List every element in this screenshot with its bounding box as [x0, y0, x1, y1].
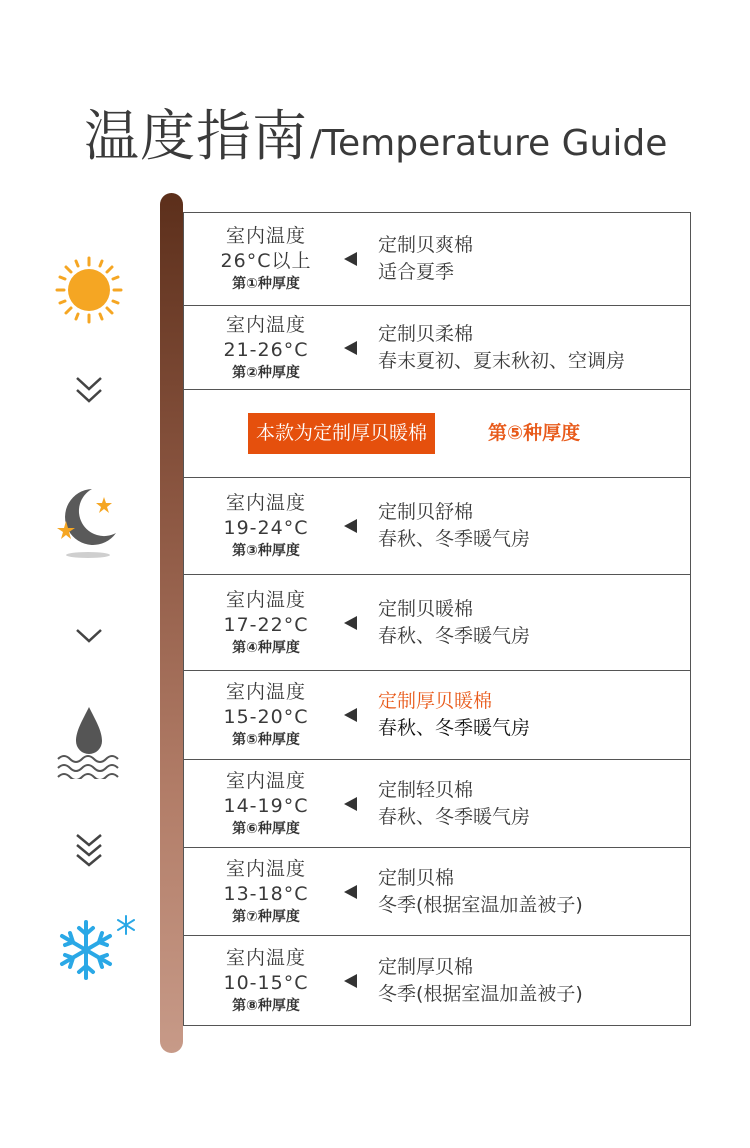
temperature-cell: [184, 224, 348, 294]
moon-stars-icon: [52, 483, 124, 563]
temp-label: 室内温度: [225, 946, 306, 969]
season-note: 春秋、冬季暖气房: [378, 805, 531, 828]
arrow-left-icon: [344, 519, 357, 533]
product-name: 定制贝棉: [378, 866, 455, 889]
temp-label: 室内温度: [225, 769, 306, 792]
thickness-label: 第⑤种厚度: [232, 732, 300, 748]
temp-range: 26°C以上: [220, 250, 312, 272]
arrow-left-icon: [344, 252, 357, 266]
description-cell: [378, 321, 625, 375]
temp-label: 室内温度: [225, 313, 306, 336]
page-title: [84, 92, 668, 168]
thickness-label: 第④种厚度: [232, 639, 300, 656]
arrow-left-icon: [344, 708, 357, 722]
description-cell: [378, 688, 530, 742]
product-name: 定制轻贝棉: [378, 778, 474, 801]
season-note: 春秋、冬季暖气房: [378, 528, 531, 550]
table-row: [183, 212, 691, 305]
title-chinese: 温度指南: [84, 104, 309, 168]
double-chevron-down-icon: [74, 831, 104, 873]
temp-range: 19-24°C: [223, 517, 309, 539]
table-row: [183, 847, 691, 935]
season-note: 适合夏季: [378, 261, 455, 283]
arrow-left-icon: [344, 616, 357, 630]
snowflake-icon: [52, 912, 138, 988]
thickness-label: 第③种厚度: [232, 543, 300, 559]
current-product-badge: 本款为定制厚贝暖棉: [248, 413, 435, 454]
temp-range: 14-19°C: [223, 794, 309, 817]
thickness-label: 第①种厚度: [232, 276, 300, 292]
description-cell: [378, 596, 530, 650]
temperature-cell: [184, 491, 348, 561]
season-note: 冬季(根据室温加盖被子): [378, 982, 583, 1005]
description-cell: [378, 954, 583, 1008]
water-drop-waves-icon: [54, 703, 124, 779]
table-row: [183, 305, 691, 389]
temp-range: 21-26°C: [223, 338, 309, 361]
sun-icon: [54, 255, 124, 325]
temperature-gradient-bar: [160, 193, 183, 1053]
description-cell: [378, 232, 473, 286]
temperature-table: [183, 212, 691, 1026]
temp-range: 15-20°C: [223, 706, 309, 728]
temp-range: 10-15°C: [223, 971, 309, 994]
temperature-cell: [184, 769, 348, 839]
table-row: [183, 759, 691, 847]
current-product-row: [183, 389, 691, 477]
product-name: 定制厚贝暖棉: [378, 690, 493, 712]
season-note: 冬季(根据室温加盖被子): [378, 893, 583, 916]
table-row: [183, 477, 691, 574]
product-name: 定制贝舒棉: [378, 501, 474, 523]
table-row-highlighted: [183, 670, 691, 759]
current-thickness-label: 第⑤种厚度: [488, 422, 581, 444]
thickness-label: 第②种厚度: [232, 364, 300, 381]
table-row: [183, 574, 691, 670]
product-name: 定制厚贝棉: [378, 955, 474, 978]
double-chevron-down-icon: [74, 373, 104, 407]
temp-range: 13-18°C: [223, 882, 309, 905]
temp-label: 室内温度: [225, 681, 306, 703]
temperature-cell: [184, 588, 348, 658]
temp-range: 17-22°C: [223, 613, 309, 636]
temp-label: 室内温度: [225, 225, 306, 247]
description-cell: [378, 777, 530, 831]
table-row: [183, 935, 691, 1026]
thickness-label: 第⑥种厚度: [232, 820, 300, 837]
temp-label: 室内温度: [225, 588, 306, 611]
product-name: 定制贝柔棉: [378, 322, 474, 345]
season-note: 春末夏初、夏末秋初、空调房: [378, 349, 626, 372]
temp-label: 室内温度: [225, 857, 306, 880]
thickness-label: 第⑧种厚度: [232, 997, 300, 1014]
temperature-cell: [184, 313, 348, 383]
thickness-label: 第⑦种厚度: [232, 908, 300, 925]
title-english: /Temperature Guide: [310, 123, 668, 164]
chevron-down-icon: [74, 625, 104, 647]
temp-label: 室内温度: [225, 492, 306, 514]
season-note: 春秋、冬季暖气房: [378, 717, 531, 739]
description-cell: [378, 865, 583, 919]
season-note: 春秋、冬季暖气房: [378, 624, 531, 647]
arrow-left-icon: [344, 797, 357, 811]
arrow-left-icon: [344, 974, 357, 988]
description-cell: [378, 499, 530, 553]
arrow-left-icon: [344, 341, 357, 355]
temperature-cell: [184, 857, 348, 927]
temperature-cell: [184, 680, 348, 750]
temperature-cell: [184, 946, 348, 1016]
product-name: 定制贝暖棉: [378, 597, 474, 620]
product-name: 定制贝爽棉: [378, 234, 474, 256]
arrow-left-icon: [344, 885, 357, 899]
